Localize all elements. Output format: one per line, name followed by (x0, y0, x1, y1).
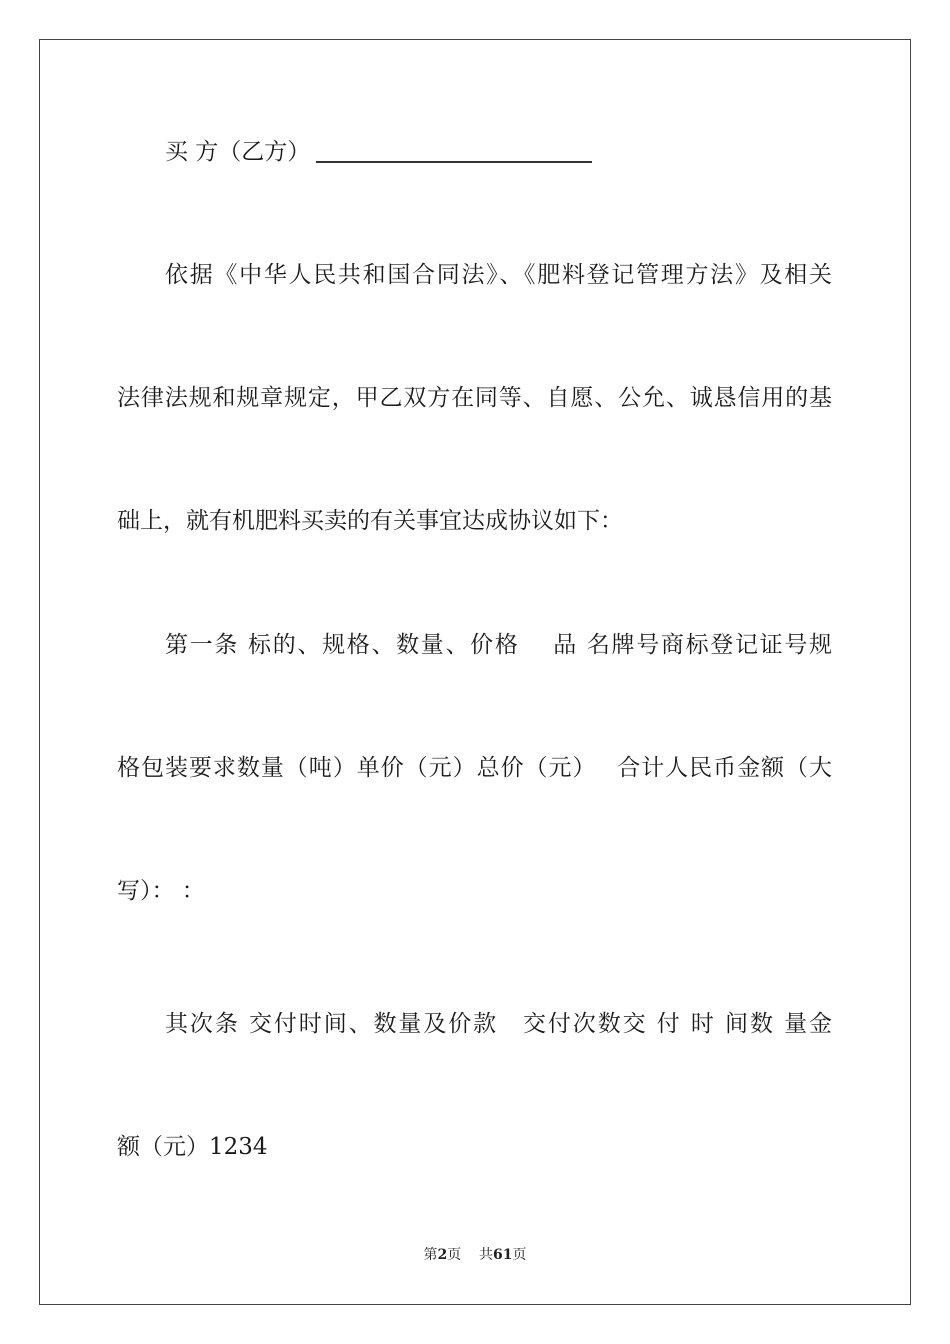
article-one-line-1: 第一条 标的、规格、数量、价格 品 名牌号商标登记证号规 (165, 632, 832, 658)
buyer-line (117, 137, 832, 167)
buyer-label: 买 方（乙方） (165, 139, 311, 165)
page-footer (0, 1246, 950, 1264)
footer-page-prefix: 第 (423, 1247, 438, 1263)
paragraph-line-1: 依据《中华人民共和国合同法》、《肥料登记管理方法》及相关 (165, 262, 832, 288)
footer-page-suffix: 页 (447, 1247, 462, 1263)
article-one-line-3: 写）： ： (117, 878, 205, 904)
paragraph-line-2: 法律法规和规章规定，甲乙双方在同等、自愿、公允、诚恳信用的基 (117, 385, 832, 411)
paragraph-line-3: 础上，就有机肥料买卖的有关事宜达成协议如下： (117, 508, 623, 534)
footer-page-number: 2 (437, 1247, 448, 1263)
buyer-blank-underline[interactable] (316, 161, 592, 163)
article-one-line-2: 格包装要求数量（吨）单价（元）总价（元） 合计人民币金额（大 (117, 755, 832, 781)
footer-total-prefix: 共 (479, 1247, 494, 1263)
footer-total-suffix: 页 (512, 1247, 527, 1263)
footer-total-number: 61 (493, 1247, 513, 1263)
article-two-line-1: 其次条 交付时间、数量及价款 交付次数交 付 时 间数 量金 (165, 1011, 832, 1037)
article-two-line-2: 额（元）1234 (117, 1134, 268, 1160)
page-frame (39, 39, 911, 1305)
